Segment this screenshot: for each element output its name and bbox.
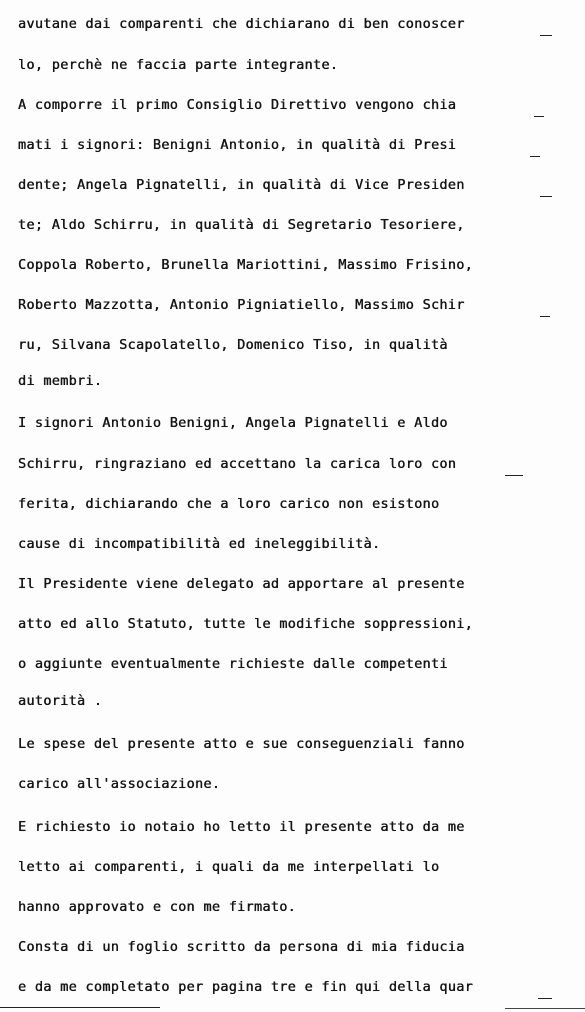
text-line-20: carico all'associazione. [18, 776, 221, 792]
text-line-1: avutane dai comparenti che dichiarano di ben conoscer [18, 16, 465, 32]
hyphen-underline [540, 316, 550, 317]
text-line-19: Le spese del presente atto e sue conseguenziali fanno [18, 736, 465, 752]
text-line-18: autorità . [18, 693, 103, 709]
text-line-5: dente; Angela Pignatelli, in qualità di Vice Presiden [18, 177, 465, 193]
hyphen-underline [540, 196, 552, 197]
bottom-rule [0, 1007, 160, 1008]
text-line-3: A comporre il primo Consiglio Direttivo vengono chia [18, 97, 457, 113]
text-line-17: o aggiunte eventualmente richieste dalle competenti [18, 656, 448, 672]
text-line-7: Coppola Roberto, Brunella Mariottini, Massimo Frisino, [18, 257, 474, 273]
text-line-14: cause di incompatibilità ed ineleggibilità. [18, 536, 381, 552]
bottom-rule-right [505, 1008, 585, 1009]
hyphen-underline [538, 998, 552, 999]
hyphen-underline [540, 35, 552, 36]
text-line-21: E richiesto io notaio ho letto il presente atto da me [18, 819, 465, 835]
text-line-16: atto ed allo Statuto, tutte le modifiche soppressioni, [18, 616, 474, 632]
text-line-12: Schirru, ringraziano ed accettano la carica loro con [18, 456, 457, 472]
text-line-15: Il Presidente viene delegato ad apportare al presente [18, 576, 465, 592]
text-line-2: lo, perchè ne faccia parte integrante. [18, 57, 339, 73]
hyphen-underline [505, 475, 523, 476]
text-line-4: mati i signori: Benigni Antonio, in qualità di Presi [18, 137, 457, 153]
hyphen-underline [530, 156, 540, 157]
text-line-11: I signori Antonio Benigni, Angela Pignatelli e Aldo [18, 415, 448, 431]
text-line-10: di membri. [18, 373, 103, 389]
text-line-25: e da me completato per pagina tre e fin qui della quar [18, 979, 474, 995]
text-line-22: letto ai comparenti, i quali da me interpellati lo [18, 859, 440, 875]
text-line-13: ferita, dichiarando che a loro carico non esistono [18, 496, 440, 512]
text-line-8: Roberto Mazzotta, Antonio Pigniatiello, Massimo Schir [18, 297, 465, 313]
text-line-6: te; Aldo Schirru, in qualità di Segretario Tesoriere, [18, 217, 465, 233]
text-line-24: Consta di un foglio scritto da persona di mia fiducia [18, 939, 465, 955]
text-line-9: ru, Silvana Scapolatello, Domenico Tiso, in qualità [18, 337, 448, 353]
text-line-23: hanno approvato e con me firmato. [18, 899, 297, 915]
hyphen-underline [534, 116, 544, 117]
